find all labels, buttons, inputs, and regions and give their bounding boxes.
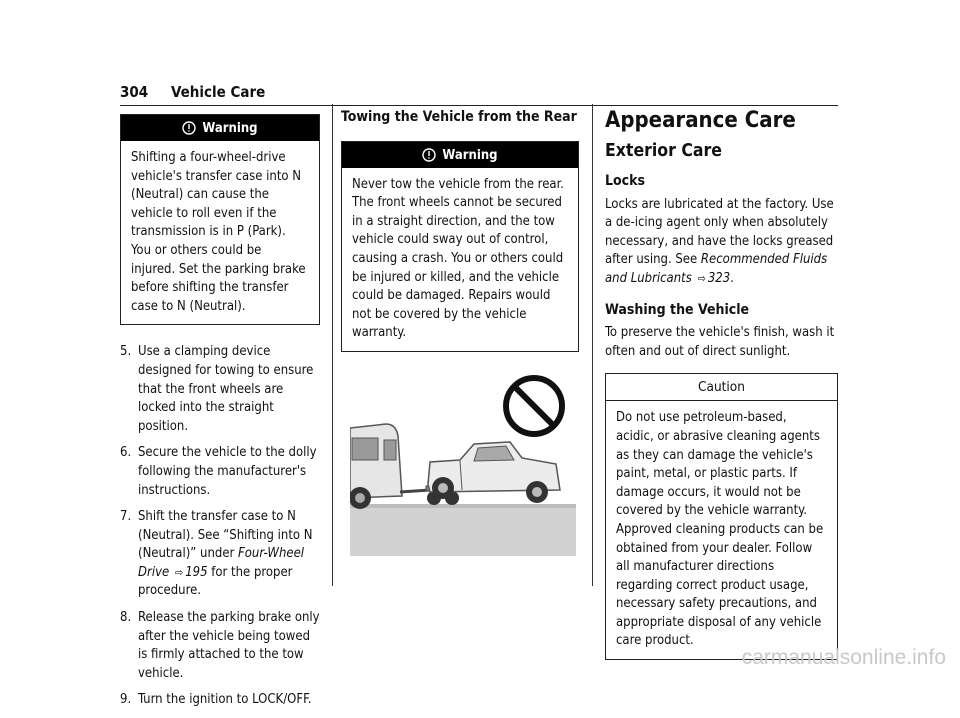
- warning-title: Warning: [202, 121, 258, 136]
- washing-paragraph: To preserve the vehicle's finish, wash it often and out of direct sunlight.: [605, 325, 835, 359]
- warning-triangle-icon: [182, 118, 196, 145]
- caution-box: [605, 373, 838, 660]
- column-right: [605, 108, 838, 660]
- section-title: Vehicle Care: [171, 83, 266, 101]
- warning-box: [341, 141, 579, 352]
- caution-text: Do not use petroleum-based, acidic, or abrasive cleaning agents as they can damage the vehicle's paint, metal, or plastic parts. If damage occurs, it would not be covered by the vehicle warranty. Approved cleaning products can be obtained from your dealer. Follow all manufacturer directions regarding correct product usage, necessary safety precautions, and appropriate disposal of any vehicle care product.: [616, 410, 824, 649]
- section-heading: Towing the Vehicle from the Rear: [341, 109, 577, 125]
- list-item: 5. Use a clamping device designed for towing to ensure that the front wheels are locked into the straight position.: [120, 344, 314, 434]
- steps-list: [120, 343, 320, 710]
- warning-title: Warning: [442, 147, 498, 163]
- washing-heading: Washing the Vehicle: [605, 301, 750, 318]
- warning-triangle-icon: [422, 145, 436, 172]
- watermark: carmanualsonline.info: [741, 646, 946, 669]
- prohibited-sign-icon: [506, 378, 562, 434]
- page-number: 304: [120, 83, 149, 101]
- warning-text: Shifting a four-wheel-drive vehicle's transfer case into N (Neutral) can cause the vehicle to roll even if the transmission is in P (Park). You or others could be injured. Set the parking brake before shifting the transfer case to N (Neutral).: [131, 150, 306, 314]
- page-reference-arrow-icon: ⇨: [697, 271, 706, 285]
- locks-paragraph: Locks are lubricated at the factory. Use a de-icing agent only when absolutely necessary, and have the locks greased after using. See Recommended Fluids and Lubricants ⇨ 323.: [605, 196, 834, 286]
- warning-box: [120, 114, 320, 325]
- page-reference-arrow-icon: ⇨: [174, 565, 184, 579]
- page-title: Appearance Care: [605, 108, 796, 133]
- column-left: [120, 114, 320, 718]
- locks-heading: Locks: [605, 173, 646, 189]
- page-reference-link[interactable]: Four-Wheel Drive: [138, 546, 305, 580]
- list-item: 8. Release the parking brake only after the vehicle being towed is firmly attached to the tow vehicle.: [120, 610, 320, 681]
- list-item: 9. Turn the ignition to LOCK/OFF.: [120, 692, 312, 708]
- list-item: 6. Secure the vehicle to the dolly following the manufacturer's instructions.: [120, 445, 317, 498]
- towing-illustration: [350, 374, 576, 556]
- caution-title: Caution: [606, 374, 837, 401]
- column-middle: [341, 108, 579, 556]
- column-divider: [592, 104, 593, 586]
- warning-header: [121, 115, 319, 141]
- page-header: [120, 83, 838, 106]
- subsection-title: Exterior Care: [605, 141, 722, 161]
- column-divider: [332, 104, 333, 586]
- list-item: 7. Shift the transfer case to N (Neutral). See “Shifting into N (Neutral)” under Four-Wheel Drive ⇨ 195 for the proper procedure.: [120, 509, 313, 599]
- warning-header: [342, 142, 578, 168]
- warning-text: Never tow the vehicle from the rear. The front wheels cannot be secured in a straight direction, and the tow vehicle could sway out of control, causing a crash. You or others could be injured or killed, and the vehicle could be damaged. Repairs would not be covered by the vehicle warranty.: [352, 176, 564, 341]
- page-reference-link[interactable]: Recommended Fluids and Lubricants: [605, 252, 828, 286]
